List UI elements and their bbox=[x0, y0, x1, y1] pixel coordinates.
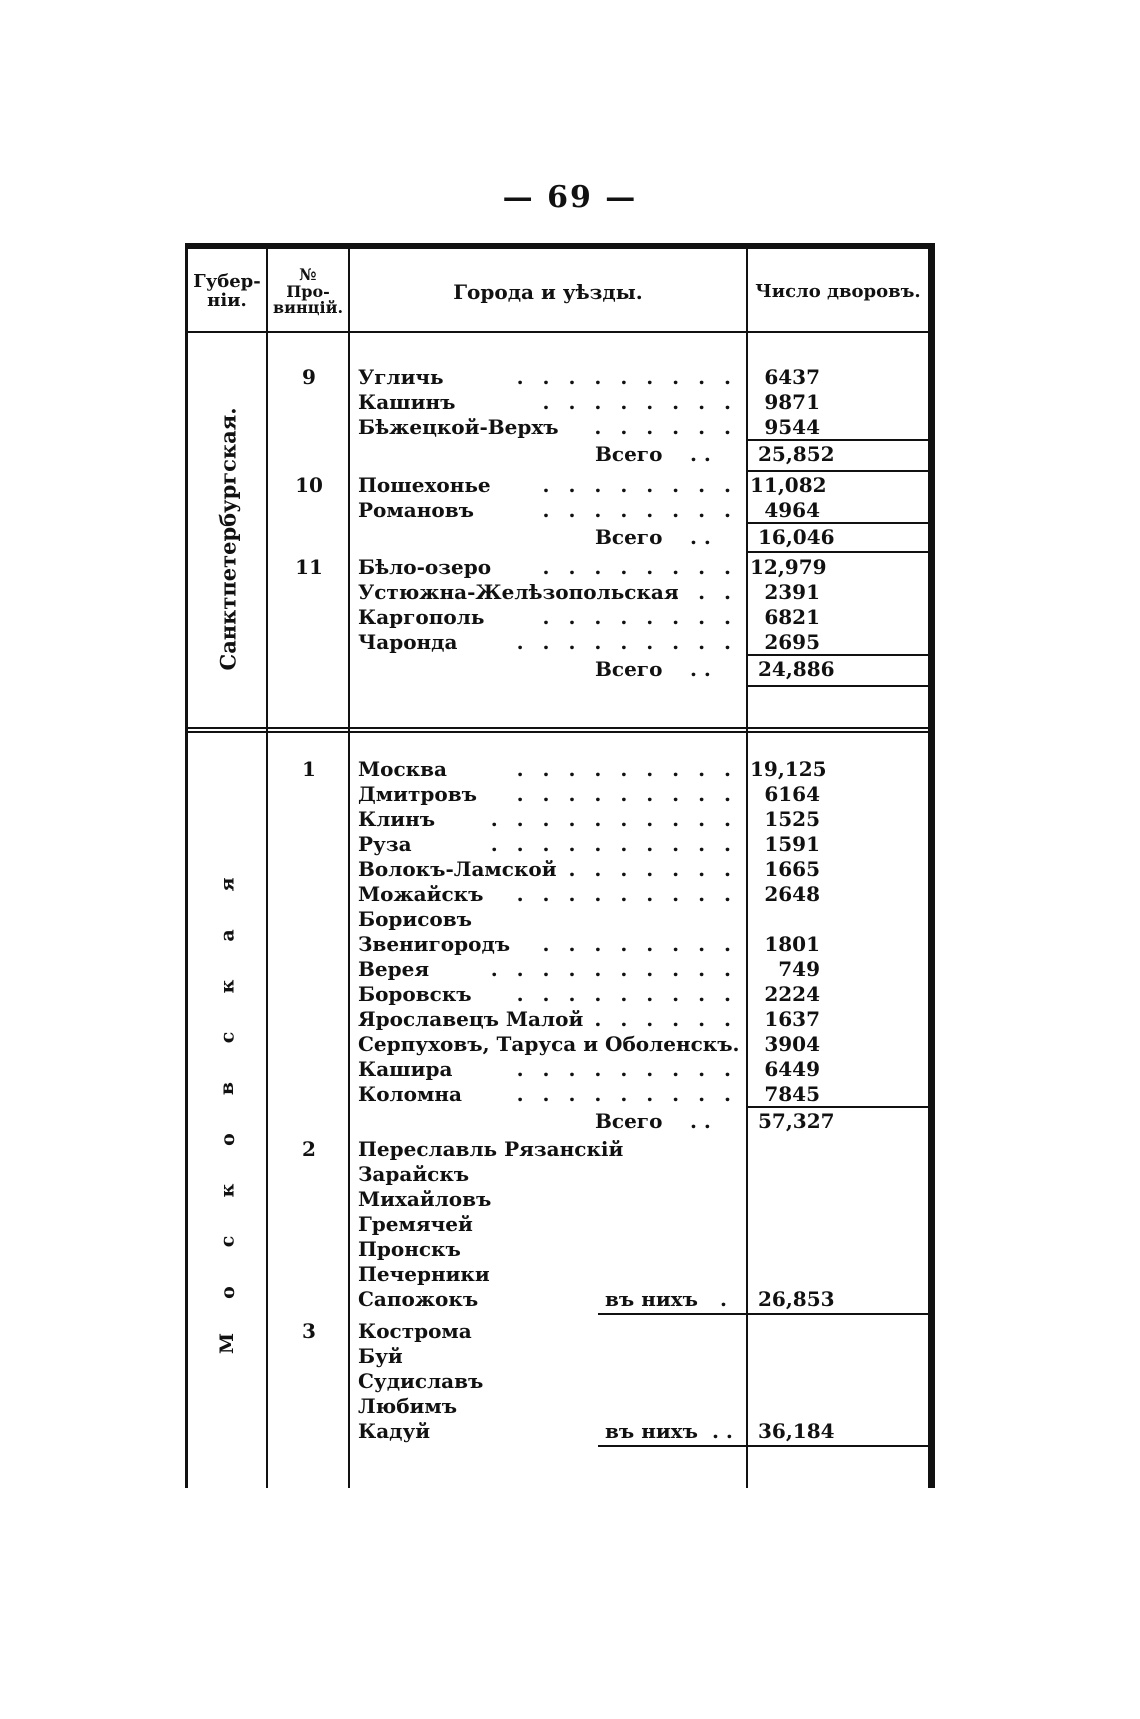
governorate-divider bbox=[188, 731, 928, 733]
total-value: 57,327 bbox=[758, 1109, 835, 1133]
city-name: Верея bbox=[358, 957, 430, 981]
city-name: Каргополь bbox=[358, 605, 485, 629]
total-value: 36,184 bbox=[758, 1419, 835, 1443]
city-name: Сапожокъ bbox=[358, 1287, 479, 1311]
city-name: Михайловъ bbox=[358, 1187, 492, 1211]
table-row: Можайскъ . . . . . . . . . 2648 bbox=[358, 882, 820, 906]
household-count: 6821 bbox=[764, 605, 820, 629]
city-name: Романовъ bbox=[358, 498, 474, 522]
table-row: Сапожокъ въ нихъ . 26,853 bbox=[350, 1287, 932, 1312]
province-number: 10 bbox=[295, 473, 323, 497]
household-count: 2648 bbox=[764, 882, 820, 906]
city-name: Печерники bbox=[358, 1262, 490, 1286]
header-provinces: № Про- винцій. bbox=[272, 264, 344, 318]
section-total: Всего . . 24,886 bbox=[350, 657, 932, 685]
city-name: Волокъ-Ламской bbox=[358, 857, 557, 881]
table-row: Бѣло-озеро . . . . . . . . 12,979 bbox=[358, 555, 827, 579]
table-row: Устюжна-Желѣзопольская . . . 2391 bbox=[358, 580, 820, 604]
household-count: 9544 bbox=[764, 415, 820, 439]
table-row: Ярославецъ Малой . . . . . . 1637 bbox=[358, 1007, 820, 1031]
table-row: Угличь . . . . . . . . . 6437 bbox=[358, 365, 820, 389]
table-row bbox=[350, 1262, 932, 1287]
province-number: 9 bbox=[302, 365, 316, 389]
household-count: 6164 bbox=[764, 782, 820, 806]
household-count: 1637 bbox=[764, 1007, 820, 1031]
household-count: 1665 bbox=[764, 857, 820, 881]
city-name: Борисовъ bbox=[358, 907, 473, 931]
section-total: Всего . . 16,046 bbox=[350, 525, 932, 553]
header-households: Число дворовъ. bbox=[755, 280, 921, 302]
household-count: 6437 bbox=[764, 365, 820, 389]
header-cities: Города и уѣзды. bbox=[453, 279, 643, 304]
total-label: въ нихъ bbox=[605, 1287, 698, 1311]
section-total: Всего . . 57,327 bbox=[350, 1109, 932, 1137]
city-name: Ярославецъ Малой bbox=[358, 1007, 584, 1031]
section-total: Всего . . 25,852 bbox=[350, 442, 932, 470]
total-value: 25,852 bbox=[758, 442, 835, 466]
household-count: 2391 bbox=[764, 580, 820, 604]
table-row bbox=[350, 1187, 932, 1212]
city-name: Кашира bbox=[358, 1057, 453, 1081]
table-row: Кашира . . . . . . . . . 6449 bbox=[358, 1057, 820, 1081]
household-count: 749 bbox=[778, 957, 820, 981]
household-count: 11,082 bbox=[750, 473, 827, 497]
header-divider bbox=[188, 331, 928, 333]
table-row bbox=[350, 1237, 932, 1262]
city-name: Можайскъ bbox=[358, 882, 484, 906]
table-row bbox=[350, 1369, 932, 1394]
city-name: Клинъ bbox=[358, 807, 436, 831]
total-label: въ нихъ bbox=[605, 1419, 698, 1443]
city-name: Буй bbox=[358, 1344, 403, 1368]
governorate-spb: Санктпетербургская. bbox=[215, 407, 241, 671]
city-name: Москва bbox=[358, 757, 447, 781]
province-number: 1 bbox=[302, 757, 316, 781]
city-name: Звенигородъ bbox=[358, 932, 511, 956]
city-name: Угличь bbox=[358, 365, 444, 389]
table-row: Верея . . . . . . . . . . 749 bbox=[358, 957, 820, 981]
total-value: 16,046 bbox=[758, 525, 835, 549]
table-row: Клинъ . . . . . . . . . . 1525 bbox=[358, 807, 820, 831]
city-name: Серпуховъ, Таруса и Оболенскъ. bbox=[358, 1032, 740, 1056]
province-number: 3 bbox=[302, 1319, 316, 1343]
total-value: 24,886 bbox=[758, 657, 835, 681]
household-count: 7845 bbox=[764, 1082, 820, 1106]
table-row bbox=[350, 907, 932, 932]
table-row bbox=[350, 1394, 932, 1419]
table-row bbox=[350, 1032, 932, 1057]
household-count: 6449 bbox=[764, 1057, 820, 1081]
city-name: Пронскъ bbox=[358, 1237, 461, 1261]
city-name: Бѣло-озеро bbox=[358, 555, 492, 579]
table-row bbox=[350, 1319, 932, 1344]
household-count: 3904 bbox=[764, 1032, 820, 1056]
city-name: Судиславъ bbox=[358, 1369, 484, 1393]
city-name: Дмитровъ bbox=[358, 782, 477, 806]
table-row: Кадуй въ нихъ . . 36,184 bbox=[350, 1419, 932, 1444]
header-gubernii: Губер- ніи. bbox=[193, 271, 261, 311]
page-number: — 69 — bbox=[502, 180, 638, 215]
total-value: 26,853 bbox=[758, 1287, 835, 1311]
household-count: 1525 bbox=[764, 807, 820, 831]
table-row: Боровскъ . . . . . . . . . 2224 bbox=[358, 982, 820, 1006]
table-row: Кашинъ . . . . . . . . 9871 bbox=[358, 390, 820, 414]
household-count: 12,979 bbox=[750, 555, 827, 579]
household-count: 19,125 bbox=[750, 757, 827, 781]
household-count: 1801 bbox=[764, 932, 820, 956]
province-number: 11 bbox=[295, 555, 323, 579]
city-name: Кашинъ bbox=[358, 390, 456, 414]
table-row: Москва . . . . . . . . . 19,125 bbox=[358, 757, 827, 781]
province-number: 2 bbox=[302, 1137, 316, 1161]
household-count: 2224 bbox=[764, 982, 820, 1006]
city-name: Переславль Рязанскій bbox=[358, 1137, 624, 1161]
governorate-divider bbox=[188, 727, 928, 729]
table-row: Романовъ . . . . . . . . 4964 bbox=[358, 498, 820, 522]
city-name: Чаронда bbox=[358, 630, 458, 654]
city-name: Зарайскъ bbox=[358, 1162, 470, 1186]
table-row bbox=[350, 1344, 932, 1369]
household-count: 4964 bbox=[764, 498, 820, 522]
table-row bbox=[350, 1212, 932, 1237]
table-row: Каргополь . . . . . . . . 6821 bbox=[358, 605, 820, 629]
city-name: Руза bbox=[358, 832, 412, 856]
table-row: Волокъ-Ламской . . . . . . . 1665 bbox=[358, 857, 820, 881]
table-row: Коломна . . . . . . . . . 7845 bbox=[358, 1082, 820, 1106]
city-name: Гремячей bbox=[358, 1212, 473, 1236]
table-row bbox=[350, 1162, 932, 1187]
table-row bbox=[350, 1137, 932, 1162]
city-name: Кострома bbox=[358, 1319, 472, 1343]
city-name: Коломна bbox=[358, 1082, 462, 1106]
table-row: Руза . . . . . . . . . . 1591 bbox=[358, 832, 820, 856]
household-count: 9871 bbox=[764, 390, 820, 414]
household-count: 2695 bbox=[764, 630, 820, 654]
household-count: 1591 bbox=[764, 832, 820, 856]
governorate-moscow: я а к с в о к с о М bbox=[216, 877, 239, 1355]
table-row: Звенигородъ . . . . . . . . 1801 bbox=[358, 932, 820, 956]
city-name: Любимъ bbox=[358, 1394, 458, 1418]
households-table bbox=[185, 243, 935, 1488]
city-name: Пошехонье bbox=[358, 473, 491, 497]
table-row: Чаронда . . . . . . . . . 2695 bbox=[358, 630, 820, 654]
city-name: Устюжна-Желѣзопольская bbox=[358, 580, 679, 604]
city-name: Боровскъ bbox=[358, 982, 472, 1006]
table-row: Бѣжецкой-Верхъ . . . . . . 9544 bbox=[358, 415, 820, 439]
table-row: Пошехонье . . . . . . . . 11,082 bbox=[358, 473, 827, 497]
table-row: Дмитровъ . . . . . . . . . 6164 bbox=[358, 782, 820, 806]
city-name: Бѣжецкой-Верхъ bbox=[358, 415, 559, 439]
city-name: Кадуй bbox=[358, 1419, 431, 1443]
